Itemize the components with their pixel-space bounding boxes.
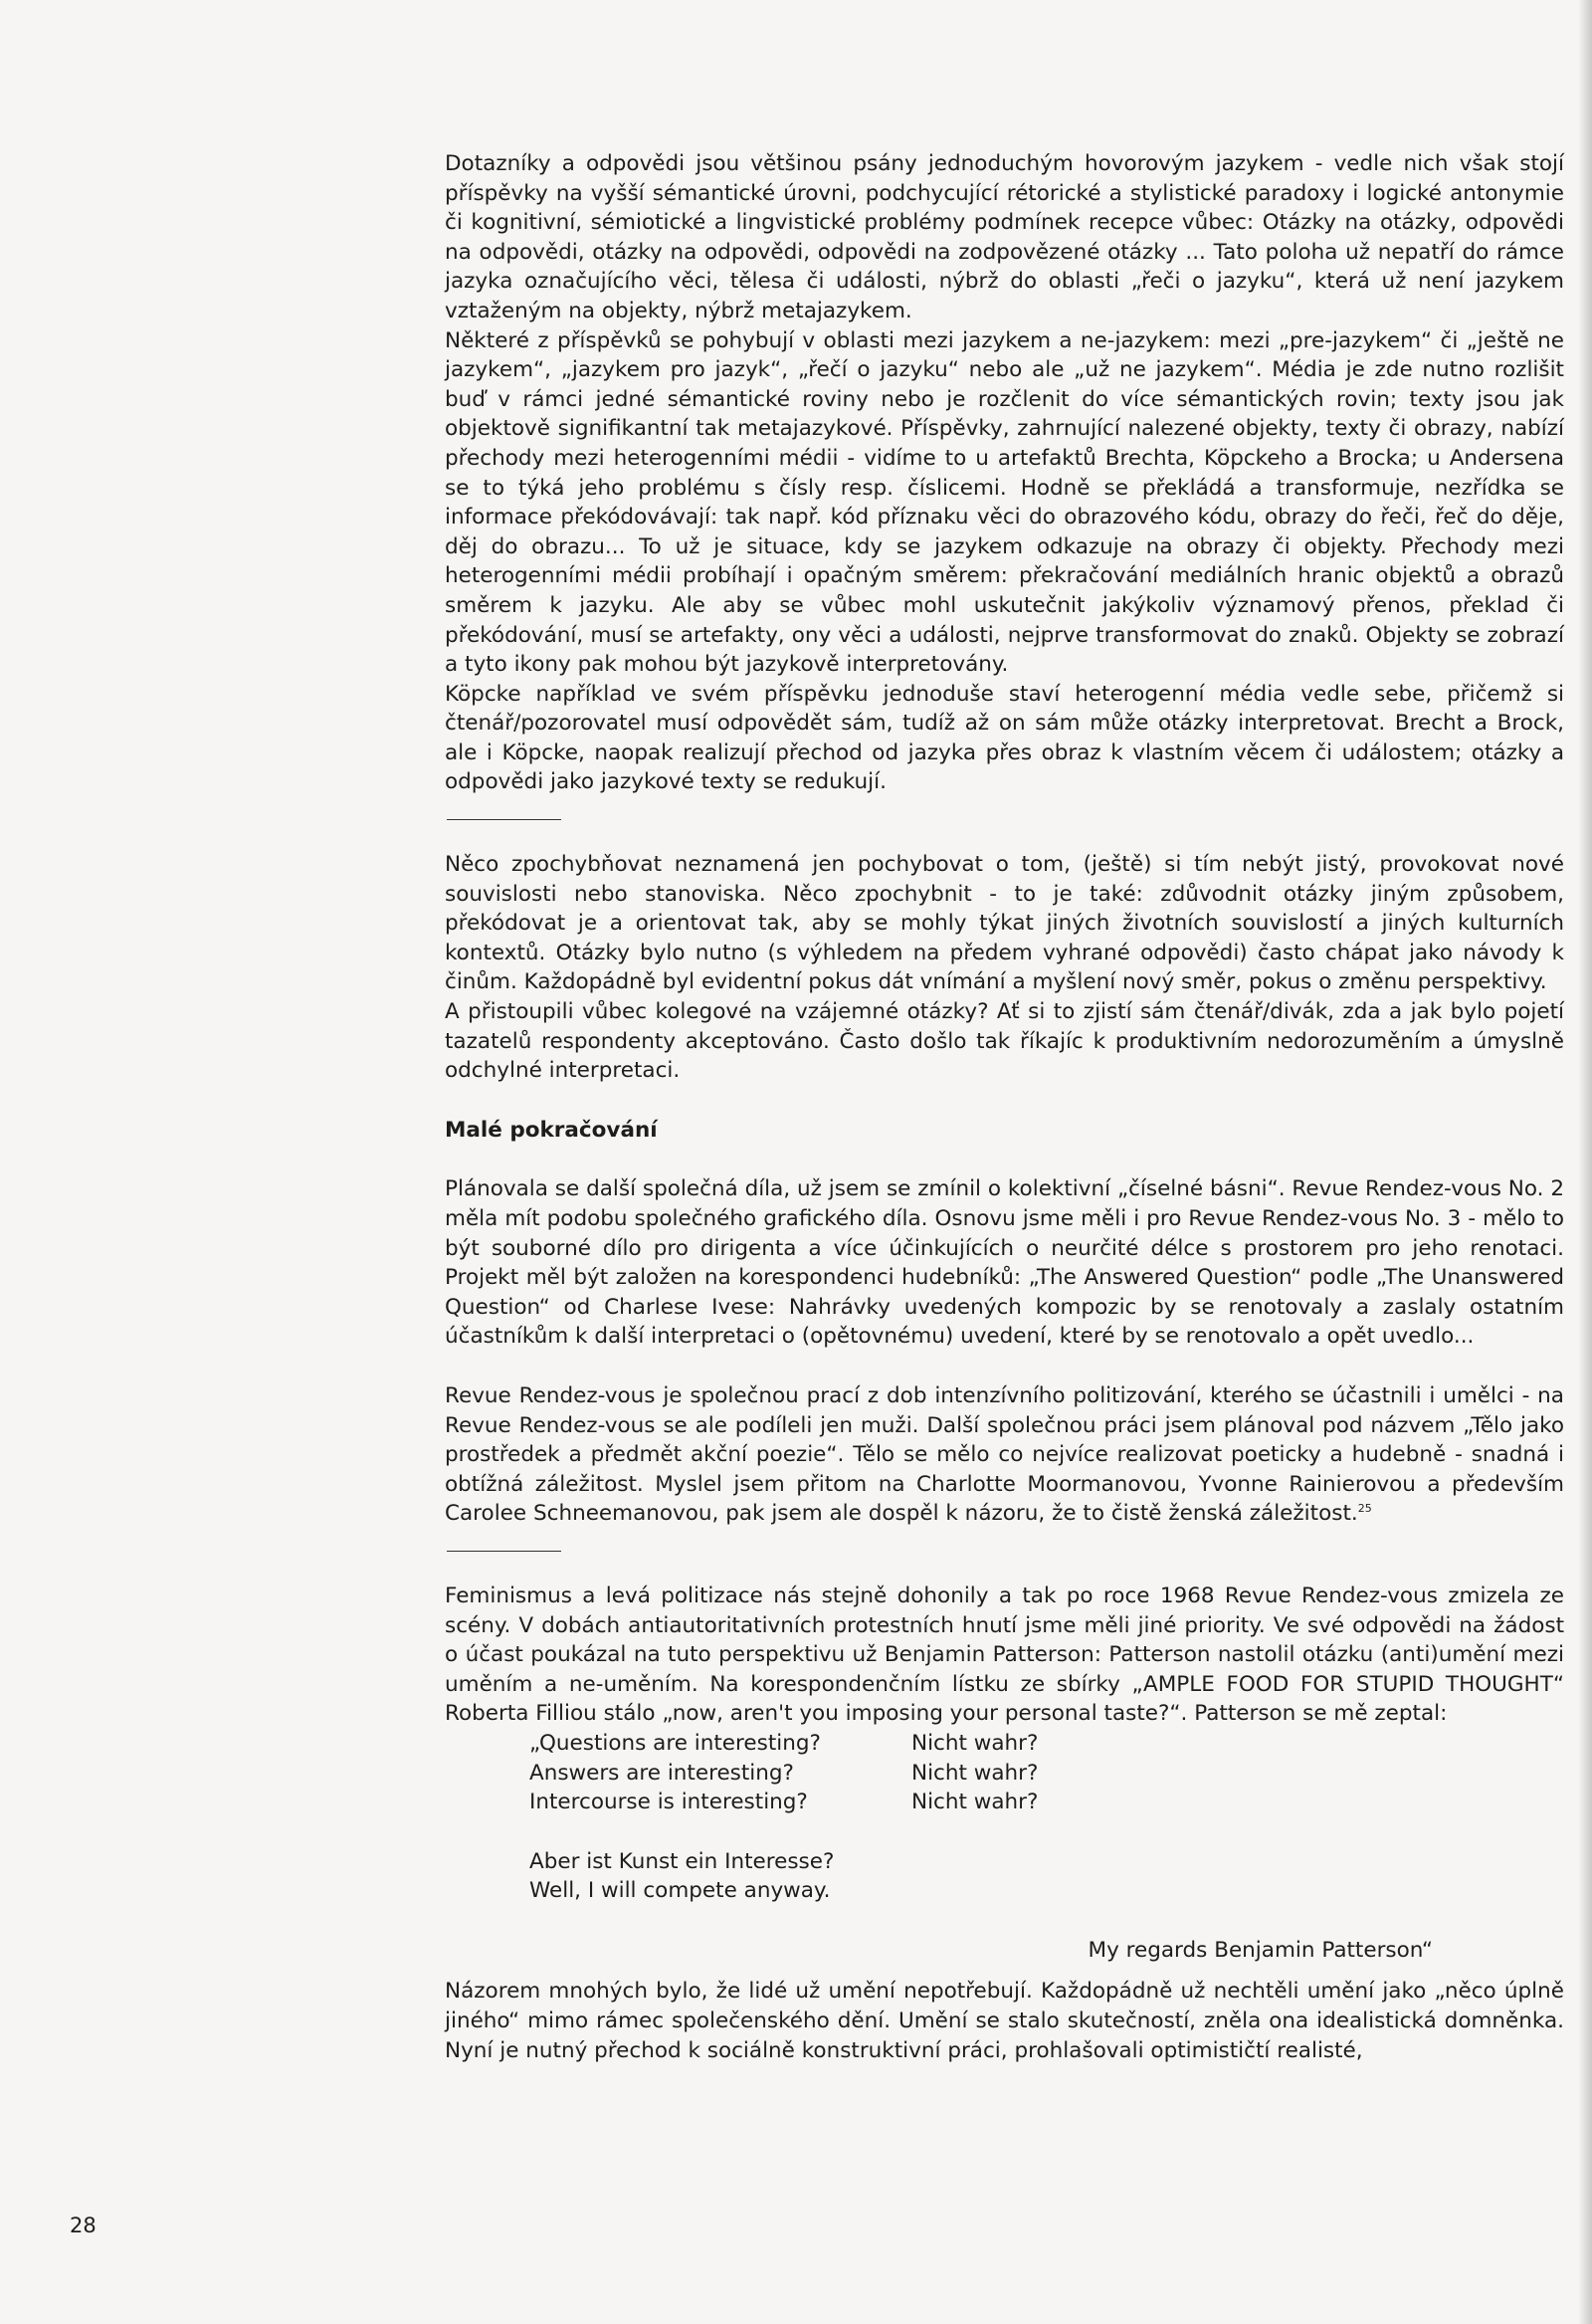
poem-row: [529, 1759, 1564, 1789]
poem-row: [529, 1788, 1564, 1817]
paragraph: Plánovala se další společná díla, už jsem se zmínil o kolektivní „číselné básni“. Revue Rendez-vous No. 2 měla mít podobu společného grafického díla. Osnovu jsme měli i pro Revue Rendez-vous No. 3 - mělo to být souborné dílo pro dirigenta a více účinkujících o neurčité délce s prostorem pro jeho renotaci. Projekt měl být založen na korespondenci hudebníků: „The Answered Question“ podle „The Unanswered Question“ od Charlese Ivese: Nahrávky uvedených kompozic by se renotovaly a zaslaly ostatním účastníkům k další interpretaci o (opětovnému) uvedení, které by se renotovalo a opět uvedlo...: [445, 1176, 1564, 1350]
poem-refrain: Nicht wahr?: [911, 1790, 1039, 1815]
page-edge-shadow: [1578, 0, 1592, 2324]
poem-line: Answers are interesting?: [529, 1760, 794, 1786]
poem-line: Intercourse is interesting?: [529, 1790, 808, 1815]
poem-refrain: Nicht wahr?: [911, 1730, 1039, 1756]
paragraph-text: Revue Rendez-vous je společnou prací z dob intenzívního politizování, kterého se účastnili i umělci - na Revue Rendez-vous se ale podíleli jen muži. Další společnou práci jsem plánoval pod názvem „Tělo jako prostředek a předmět akční poezie“. Tělo se mělo co nejvíce realizovat poeticky a hudebně - snadná i obtížná záležitost. Myslel jsem přitom na Charlotte Moormanovou, Yvonne Rainierovou a především Carolee Schneemanovou, pak jsem ale dospěl k názoru, že to čistě ženská záležitost.: [445, 1382, 1564, 1527]
letter-signature: My regards Benjamin Patterson“: [1088, 1937, 1433, 1963]
paragraph: Köpcke například ve svém příspěvku jednoduše staví heterogenní média vedle sebe, přičemž si čtenář/pozorovatel musí odpovědět sám, tudíž až on sám může otázky interpretovat. Brecht a Brock, ale i Köpcke, naopak realizují přechod od jazyka přes obraz k vlastním věcem či událostem; otázky a odpovědi jako jazykové texty se redukují.: [445, 681, 1564, 795]
paragraph: [445, 1381, 1564, 1529]
poem-line: Aber ist Kunst ein Interesse?: [529, 1848, 835, 1874]
subheading: Malé pokračování: [445, 1117, 658, 1143]
poem-line: Well, I will compete anyway.: [529, 1878, 831, 1904]
paragraph: A přistoupili vůbec kolegové na vzájemné otázky? Ať si to zjistí sám čtenář/divák, zda a jak bylo pojetí tazatelů respondenty akceptováno. Často došlo tak říkajíc k produktivním nedorozuměním a úmyslně odchylné interpretaci.: [445, 999, 1564, 1084]
paragraph: Některé z příspěvků se pohybují v oblasti mezi jazykem a ne-jazykem: mezi „pre-jazykem“ či „ještě ne jazykem“, „jazykem pro jazyk“, „řečí o jazyku“ nebo ale „už ne jazykem“. Média je zde nutno rozlišit buď v rámci jedné sémantické roviny nebo je rozčlenit do více sémantických rovin; texty jsou jak objektově signifikantní tak metajazykové. Příspěvky, zahrnující nalezené objekty, texty či obrazy, nabízí přechody mezi heterogenními médii - vidíme to u artefaktů Brechta, Köpckeho a Brocka; u Andersena se to týká jeho problému s čísly resp. číslicemi. Hodně se překládá a transformuje, nezřídka se informace překódovávají: tak např. kód příznaku věci do obrazového kódu, obrazy do řeči, řeč do děje, děj do obrazu... To už je situace, kdy se jazykem odkazuje na obrazy či objekty. Přechody mezi heterogenními médii probíhají i opačným směrem: překračování mediálních hranic objektů a obrazů směrem k jazyku. Ale aby se vůbec mohl uskutečnit jakýkoliv významový přenos, překlad či překódování, musí se artefakty, ony věci a události, nejprve transformovat do znaků. Objekty se zobrazí a tyto ikony pak mohou být jazykově interpretovány.: [445, 327, 1564, 678]
paragraph: Názorem mnohých bylo, že lidé už umění nepotřebují. Každopádně už nechtěli umění jako „něco úplně jiného“ mimo rámec společenského dění. Umění se stalo skutečností, zněla ona idealistická domněnka. Nyní je nutný přechod k sociálně konstruktivní práci, prohlašovali optimističtí realisté,: [445, 1979, 1564, 2063]
page-number: 28: [70, 2214, 97, 2237]
paragraph: Dotazníky a odpovědi jsou většinou psány jednoduchým hovorovým jazykem - vedle nich však stojí příspěvky na vyšší sémantické úrovni, podchycující rétorické a stylistické paradoxy i logické antonymie či kognitivní, sémiotické a lingvistické problémy podmínek recepce vůbec: Otázky na otázky, odpovědi na odpovědi, otázky na odpovědi, odpovědi na zodpovězené otázky ... Tato poloha už nepatří do rámce jazyka označujícího věci, tělesa či události, nýbrž do oblasti „řeči o jazyku“, která už není jazykem vztaženým na objekty, nýbrž metajazykem.: [445, 151, 1564, 323]
paragraph: Feminismus a levá politizace nás stejně dohonily a tak po roce 1968 Revue Rendez-vous zmizela ze scény. V dobách antiautoritativních protestních hnutí jsme měli jiné priority. Ve své odpovědi na žádost o účast poukázal na tuto perspektivu už Benjamin Patterson: Patterson nastolil otázku (anti)umění mezi uměním a ne-uměním. Na korespondenčním lístku ze sbírky „AMPLE FOOD FOR STUPID THOUGHT“ Roberta Filliou stálo „now, aren't you imposing your personal taste?“. Patterson se mě zeptal:: [445, 1583, 1564, 1727]
poem-row: [529, 1729, 1564, 1759]
quoted-poem: [529, 1729, 1564, 1906]
text-column: [445, 149, 1564, 2065]
poem-refrain: Nicht wahr?: [911, 1760, 1039, 1786]
footnote-reference: 25: [1357, 1502, 1372, 1516]
paragraph: Něco zpochybňovat neznamená jen pochybovat o tom, (ještě) si tím nebýt jistý, provokovat nové souvislosti nebo stanoviska. Něco zpochybnit - to je také: zdůvodnit otázky jiným způsobem, překódovat je a orientovat tak, aby se mohly týkat jiných životních souvislostí a jiných kulturních kontextů. Otázky bylo nutno (s výhledem na předem vyhrané odpovědi) často chápat jako návody k činům. Každopádně byl evidentní pokus dát vnímání a myšlení nový směr, pokus o změnu perspektivy.: [445, 852, 1564, 995]
poem-line: „Questions are interesting?: [529, 1730, 821, 1756]
